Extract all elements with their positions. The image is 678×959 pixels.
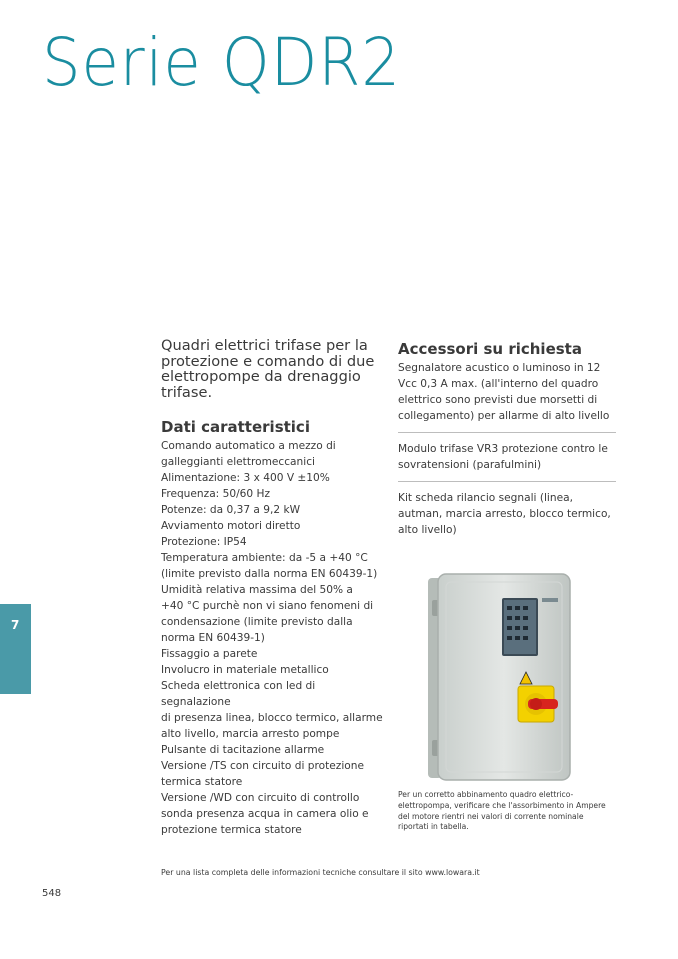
specs-heading: Dati caratteristici xyxy=(161,418,310,436)
spec-line: Pulsante di tacitazione allarme xyxy=(161,744,325,756)
accessory-item: Segnalatore acustico o luminoso in 12 Vcc 0,3 A max. (all'interno del quadro elettrico sono previsti due morsetti di collegamento) per allarme di alto livello xyxy=(398,362,610,422)
specs-list xyxy=(161,438,391,838)
accessory-item: Modulo trifase VR3 protezione contro le sovratensioni (parafulmini) xyxy=(398,432,616,481)
spec-line: +40 °C purchè non vi siano fenomeni di xyxy=(161,600,374,612)
spec-line: segnalazione xyxy=(161,696,231,708)
spec-line: Scheda elettronica con led di xyxy=(161,680,316,692)
spec-line: Avviamento motori diretto xyxy=(161,520,301,532)
page-title: Serie QDR2 xyxy=(42,24,401,101)
spec-line: Temperatura ambiente: da -5 a +40 °C xyxy=(161,552,368,564)
intro-text: Quadri elettrici trifase per la protezione e comando di due elettropompe da drenaggio trifase. xyxy=(161,337,375,401)
spec-line: (limite previsto dalla norma EN 60439-1) xyxy=(161,568,378,580)
website-note: Per una lista completa delle informazioni tecniche consultare il sito www.lowara.it xyxy=(161,868,480,877)
spec-line: protezione termica statore xyxy=(161,824,302,836)
spec-line: Protezione: IP54 xyxy=(161,536,247,548)
spec-line: Versione /TS con circuito di protezione xyxy=(161,760,364,772)
spec-line: condensazione (limite previsto dalla xyxy=(161,616,353,628)
right-column xyxy=(398,340,616,546)
spec-line: norma EN 60439-1) xyxy=(161,632,265,644)
spec-line: Alimentazione: 3 x 400 V ±10% xyxy=(161,472,330,484)
image-caption: Per un corretto abbinamento quadro elettrico-elettropompa, verificare che l'assorbimento in Ampere del motore rientri nei valori di corrente nominale riportati in tabella. xyxy=(398,790,606,832)
spec-line: termica statore xyxy=(161,776,243,788)
spec-line: di presenza linea, blocco termico, allarme xyxy=(161,712,383,724)
section-tab xyxy=(0,604,31,694)
section-tab-number: 7 xyxy=(11,618,20,632)
control-panel-photo xyxy=(418,570,578,782)
spec-line: Involucro in materiale metallico xyxy=(161,664,329,676)
spec-line: Frequenza: 50/60 Hz xyxy=(161,488,271,500)
spec-line: Fissaggio a parete xyxy=(161,648,258,660)
left-column xyxy=(161,338,391,838)
spec-line: Versione /WD con circuito di controllo xyxy=(161,792,360,804)
accessories-heading: Accessori su richiesta xyxy=(398,340,582,358)
spec-line: Umidità relativa massima del 50% a xyxy=(161,584,353,596)
spec-line: galleggianti elettromeccanici xyxy=(161,456,315,468)
page-number: 548 xyxy=(42,888,62,899)
accessory-item: Kit scheda rilancio segnali (linea, autman, marcia arresto, blocco termico, alto livello) xyxy=(398,481,616,546)
spec-line: alto livello, marcia arresto pompe xyxy=(161,728,340,740)
spec-line: sonda presenza acqua in camera olio e xyxy=(161,808,369,820)
spec-line: Comando automatico a mezzo di xyxy=(161,440,336,452)
spec-line: Potenze: da 0,37 a 9,2 kW xyxy=(161,504,301,516)
